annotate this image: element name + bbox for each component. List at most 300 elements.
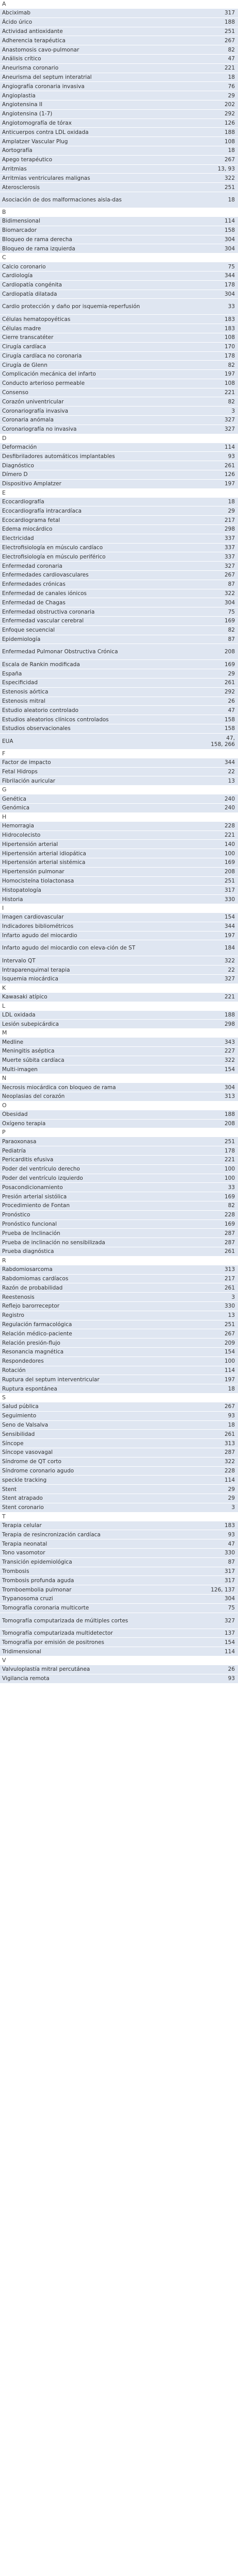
index-entry [0,397,238,406]
page-number: 313 [224,1093,235,1100]
index-entry [0,1311,238,1320]
page-number: 100 [224,850,235,857]
index-term: Pronóstico [2,1212,30,1218]
index-term: Células hematopoyéticas [2,316,71,323]
index-term: Enfermedades cardiovasculares [2,572,89,579]
index-entry [0,544,238,553]
page-number: 317 [224,10,235,16]
index-term: Aterosclerosis [2,184,40,191]
page-number: 33 [228,1184,235,1191]
page-number: 82 [228,46,235,53]
page-number: 178 [224,352,235,359]
index-entry [0,1439,238,1448]
index-entry [0,868,238,877]
letter-label: H [2,813,7,820]
index-entry [0,706,238,715]
index-entry [0,1357,238,1366]
page-number: 169 [224,1221,235,1228]
index-term: Aneurisma coronario [2,65,59,72]
index-entry [0,758,238,768]
index-term: Intervalo QT [2,957,36,964]
page-number: 228 [224,1467,235,1474]
index-entry [0,589,238,599]
index-entry [0,1247,238,1257]
index-term: Histopatología [2,887,41,893]
index-term: LDL oxidada [2,1011,36,1018]
index-entry [0,1674,238,1684]
index-entry [0,299,238,315]
index-term: Ecocardiografía intracardíaca [2,507,82,514]
index-term: Ruptura espontánea [2,1385,57,1392]
page-number: 292 [224,689,235,696]
index-term: Anticuerpos contra LDL oxidada [2,129,89,135]
index-entry [0,1448,238,1458]
index-term: Trombosis [2,1568,29,1574]
index-term: Ácido úrico [2,19,33,26]
index-entry [0,804,238,813]
index-term: Hemorragia [2,823,34,829]
page-number: 344 [224,923,235,930]
page-number: 18 [228,1385,235,1392]
index-term: Aortografía [2,147,33,154]
index-term: Enfermedad Pulmonar Obstructiva Crónica [2,649,118,655]
page-number: 13 [228,1312,235,1319]
index-letter-heading [0,1656,238,1665]
page-number: 18 [228,196,235,203]
index-entry [0,580,238,589]
index-term: Tomografía coronaria multicorte [2,1605,89,1612]
page-number: 330 [224,1550,235,1556]
page-number: 183 [224,316,235,323]
index-term: Enfermedad vascular cerebral [2,618,84,624]
index-entry [0,1265,238,1275]
page-number: 87 [228,1559,235,1566]
index-entry [0,1092,238,1101]
page-number: 322 [224,957,235,964]
page-number: 178 [224,282,235,289]
index-term: Relación médico-paciente [2,1330,72,1337]
index-entry [0,1165,238,1174]
page-number: 304 [224,1084,235,1091]
index-term: Stent coronario [2,1504,44,1511]
page-number: 287 [224,1449,235,1456]
index-term: España [2,670,22,677]
index-entry [0,849,238,858]
index-term: Estudios observacionales [2,725,71,732]
index-entry [0,858,238,868]
index-term: Salud pública [2,1403,39,1410]
index-term: Homocisteína tiolactonasa [2,877,74,884]
index-term: speckle tracking [2,1477,47,1483]
index-term: Coronariografía invasiva [2,408,69,414]
page-number: 217 [224,1276,235,1282]
index-entry [0,324,238,333]
page-number: 3 [231,408,235,414]
index-entry [0,1293,238,1302]
page-number: 114 [224,1367,235,1374]
index-entry [0,1220,238,1229]
index-term: Células madre [2,325,41,332]
index-entry [0,1665,238,1674]
index-term: Enfoque secuencial [2,627,55,634]
index-term: Cardiopatía dilatada [2,291,57,297]
letter-label: A [2,1,6,7]
index-entry [0,1329,238,1338]
index-term: Deformación [2,444,37,451]
index-term: Corazón univentricular [2,398,64,405]
index-entry [0,1047,238,1056]
index-term: Reflejo barorreceptor [2,1303,60,1310]
page-number: 267 [224,157,235,163]
index-term: Procedimiento de Fontan [2,1202,70,1209]
index-entry [0,416,238,425]
page-number: 322 [224,1057,235,1064]
index-entry [0,975,238,984]
index-entry [0,1011,238,1020]
index-term: Prueba de Inclinación [2,1230,60,1236]
page-number: 322 [224,175,235,181]
index-entry [0,480,238,489]
index-term: Electrofisiología en músculo cardíaco [2,545,103,551]
page-number: 82 [228,362,235,368]
index-entry [0,1384,238,1394]
index-term: Electricidad [2,535,34,542]
page-number: 82 [228,1202,235,1209]
page-number: 22 [228,967,235,973]
page-number: 251 [224,28,235,35]
page-number: 330 [224,1303,235,1310]
index-term: Imagen cardiovascular [2,914,64,921]
index-entry [0,343,238,352]
index-entry [0,1065,238,1075]
page-number: 169 [224,1193,235,1200]
index-entry [0,1120,238,1129]
page-number: 126 [224,120,235,126]
index-entry [0,1338,238,1348]
page-number: 317 [224,1568,235,1574]
index-term: Infarto agudo del miocardio [2,932,77,939]
index-entry [0,406,238,416]
index-term: Medline [2,1039,24,1045]
letter-label: V [2,1656,6,1664]
index-entry [0,635,238,645]
page-number: 344 [224,759,235,766]
page-number: 261 [224,462,235,469]
page-number: 240 [224,795,235,802]
index-term: Aneurisma del septum interatrial [2,74,92,80]
page-number: 87 [228,636,235,642]
page-number: 209 [224,1340,235,1346]
index-term: Stent [2,1486,17,1493]
index-entry [0,626,238,635]
index-term: Enfermedad de canales iónicos [2,590,87,597]
index-entry [0,1020,238,1029]
index-entry [0,715,238,724]
index-entry [0,91,238,100]
index-entry [0,1402,238,1412]
index-term: Vigilancia remota [2,1675,50,1682]
page-number: 337 [224,535,235,542]
page-number: 126, 137 [211,1586,235,1593]
index-entry [0,1348,238,1357]
index-entry [0,315,238,324]
index-entry [0,244,238,253]
index-term: Fibrilación auricular [2,777,55,784]
index-term: Biomarcador [2,227,37,234]
index-entry [0,1494,238,1503]
page-number: 29 [228,670,235,677]
index-term: Rabdomiomas cardíacos [2,1276,69,1282]
index-entry [0,1211,238,1220]
page-number: 26 [228,698,235,704]
index-entry [0,1238,238,1247]
page-number: 18 [228,147,235,154]
index-entry [0,183,238,192]
index-term: Hipertensión arterial sistémica [2,859,86,866]
index-term: Electrofisiología en músculo periférico [2,553,106,560]
index-term: Escala de Rankin modificada [2,661,80,668]
index-term: Infarto agudo del miocardio con eleva-ción de ST [2,945,136,952]
index-term: Resonancia magnética [2,1349,64,1355]
index-letter-heading [0,434,238,443]
index-term: Cardiología [2,273,33,279]
index-term: Poder del ventrículo derecho [2,1166,80,1173]
index-term: Necrosis miocárdica con bloqueo de rama [2,1084,116,1091]
index-letter-heading [0,489,238,498]
index-entry [0,352,238,361]
index-term: Poder del ventrículo izquierdo [2,1175,83,1182]
index-term: Oxígeno terapia [2,1121,46,1127]
index-term: Angioplastia [2,92,36,99]
page-number: 330 [224,896,235,903]
index-entry [0,461,238,470]
page-number: 267 [224,1403,235,1410]
index-entry [0,9,238,18]
page-number: 267 [224,572,235,579]
index-entry [0,1613,238,1629]
index-entry [0,1275,238,1284]
index-term: Apego terapéutico [2,157,53,163]
page-number: 100 [224,1358,235,1365]
page-number: 304 [224,599,235,606]
index-term: Factor de impacto [2,759,51,766]
index-term: Hipertensión arterial [2,841,58,848]
index-entry [0,290,238,299]
page-number: 47 [228,707,235,714]
index-term: Dispositivo Amplatzer [2,481,61,487]
index-entry [0,137,238,146]
page-number: 228 [224,823,235,829]
index-term: Epidemiología [2,636,41,642]
letter-label: F [2,750,6,757]
index-entry [0,174,238,183]
index-entry [0,1503,238,1513]
index-entry [0,840,238,849]
page-number: 47, 158, 266 [211,735,235,748]
index-letter-heading [0,1513,238,1521]
page-number: 100 [224,1166,235,1173]
letter-label: S [2,1394,6,1401]
index-entry [0,617,238,626]
page-number: 322 [224,590,235,597]
index-entry [0,1375,238,1384]
index-term: Adherencia terapéutica [2,37,66,44]
page-number: 169 [224,618,235,624]
page-number: 3 [231,1504,235,1511]
page-number: 304 [224,291,235,297]
index-entry [0,1485,238,1494]
index-term: Tridimensional [2,1648,41,1655]
index-entry [0,1110,238,1120]
index-entry [0,498,238,507]
index-term: Angiotomografía de tórax [2,120,72,126]
page-number: 158 [224,716,235,723]
page-number: 178 [224,1147,235,1154]
page-number: 13 [228,777,235,784]
page-number: 208 [224,869,235,875]
index-term: Amplatzer Vascular Plug [2,138,68,145]
page-number: 251 [224,877,235,884]
index-term: Cardiopatía congénita [2,282,62,289]
index-term: Lesión subepicárdica [2,1021,59,1027]
page-number: 343 [224,1039,235,1045]
index-term: Actividad antioxidante [2,28,63,35]
index-entry [0,146,238,156]
index-entry [0,55,238,64]
page-number: 261 [224,680,235,686]
index-term: Tono vasomotor [2,1550,45,1556]
index-term: Razón de probabilidad [2,1284,63,1291]
index-entry [0,562,238,571]
index-term: Genética [2,795,26,802]
index-term: Cirugía cardíaca no coronaria [2,352,82,359]
index-entry [0,272,238,281]
index-entry [0,1229,238,1238]
page-number: 188 [224,1011,235,1018]
page-number: 313 [224,1440,235,1447]
index-term: Hipertensión pulmonar [2,869,65,875]
index-entry [0,110,238,119]
index-entry [0,1156,238,1165]
page-number: 313 [224,1266,235,1273]
index-term: Terapia celular [2,1522,42,1529]
index-entry [0,831,238,840]
page-number: 304 [224,245,235,252]
index-entry [0,1539,238,1549]
index-entry [0,1083,238,1092]
page-number: 197 [224,932,235,939]
index-entry [0,776,238,786]
page-number: 75 [228,608,235,615]
page-number: 29 [228,507,235,514]
index-entry [0,45,238,55]
page-number: 47 [228,56,235,62]
page-number: 170 [224,344,235,350]
letter-label: O [2,1101,7,1109]
page-number: 184 [224,945,235,952]
page-number: 87 [228,581,235,588]
index-term: Fetal Hidrops [2,768,38,775]
index-term: Bloqueo de rama derecha [2,236,72,243]
index-term: Cardio protección y daño por isquemia-reperfusión [2,303,140,310]
index-entry [0,119,238,128]
index-entry [0,262,238,272]
page-number: 100 [224,1175,235,1182]
page-number: 13, 93 [217,165,235,172]
index-term: Sensibilidad [2,1431,35,1437]
index-term: Presión arterial sistólica [2,1193,67,1200]
index-term: Dímero D [2,471,28,478]
index-letter-heading [0,786,238,794]
page-number: 114 [224,218,235,225]
letter-label: G [2,786,7,793]
index-term: Relación presión-flujo [2,1340,60,1346]
index-entry [0,361,238,370]
index-term: Estudios aleatorios clínicos controlados [2,716,109,723]
index-term: Síncope [2,1440,24,1447]
page-number: 183 [224,1522,235,1529]
index-term: Edema miocárdico [2,526,53,533]
index-term: Rabdomiosarcoma [2,1266,53,1273]
page-number: 75 [228,1605,235,1612]
index-entry [0,425,238,434]
index-entry [0,1576,238,1585]
index-entry [0,1192,238,1201]
index-term: Angiotensina II [2,101,43,108]
index-term: Cirugía de Glenn [2,362,47,368]
index-term: Indicadores bibliométricos [2,923,74,930]
index-term: Cierre transcatéter [2,334,54,341]
index-entry [0,940,238,956]
letter-label: B [2,208,6,215]
index-letter-heading [0,1101,238,1110]
index-term: Consenso [2,389,28,396]
page-number: 197 [224,371,235,378]
index-term: Hidrocolecisto [2,832,41,838]
page-number: 267 [224,37,235,44]
index-entry [0,688,238,697]
page-number: 197 [224,1376,235,1383]
index-term: Valvuloplastía mitral percutánea [2,1666,90,1673]
page-number: 221 [224,389,235,396]
page-number: 337 [224,553,235,560]
index-term: Seguimiento [2,1413,37,1419]
index-entry [0,1038,238,1047]
page-number: 251 [224,184,235,191]
index-entry [0,27,238,37]
page-number: 154 [224,1066,235,1073]
index-entry [0,82,238,91]
index-letter-heading [0,1394,238,1402]
index-entry [0,1585,238,1595]
index-entry [0,1056,238,1065]
index-entry [0,660,238,669]
index-entry [0,165,238,174]
page-number: 287 [224,1230,235,1236]
index-term: Pediatría [2,1147,26,1154]
page-number: 261 [224,1284,235,1291]
index-term: Terapia de resincronización cardíaca [2,1531,101,1538]
page-number: 267 [224,1330,235,1337]
index-entry [0,1366,238,1376]
index-entry [0,156,238,165]
page-number: 114 [224,1648,235,1655]
page-number: 188 [224,129,235,135]
page-number: 304 [224,1596,235,1602]
page-number: 29 [228,1495,235,1502]
index-term: Angiografía coronaria invasiva [2,83,85,90]
page-number: 217 [224,517,235,523]
